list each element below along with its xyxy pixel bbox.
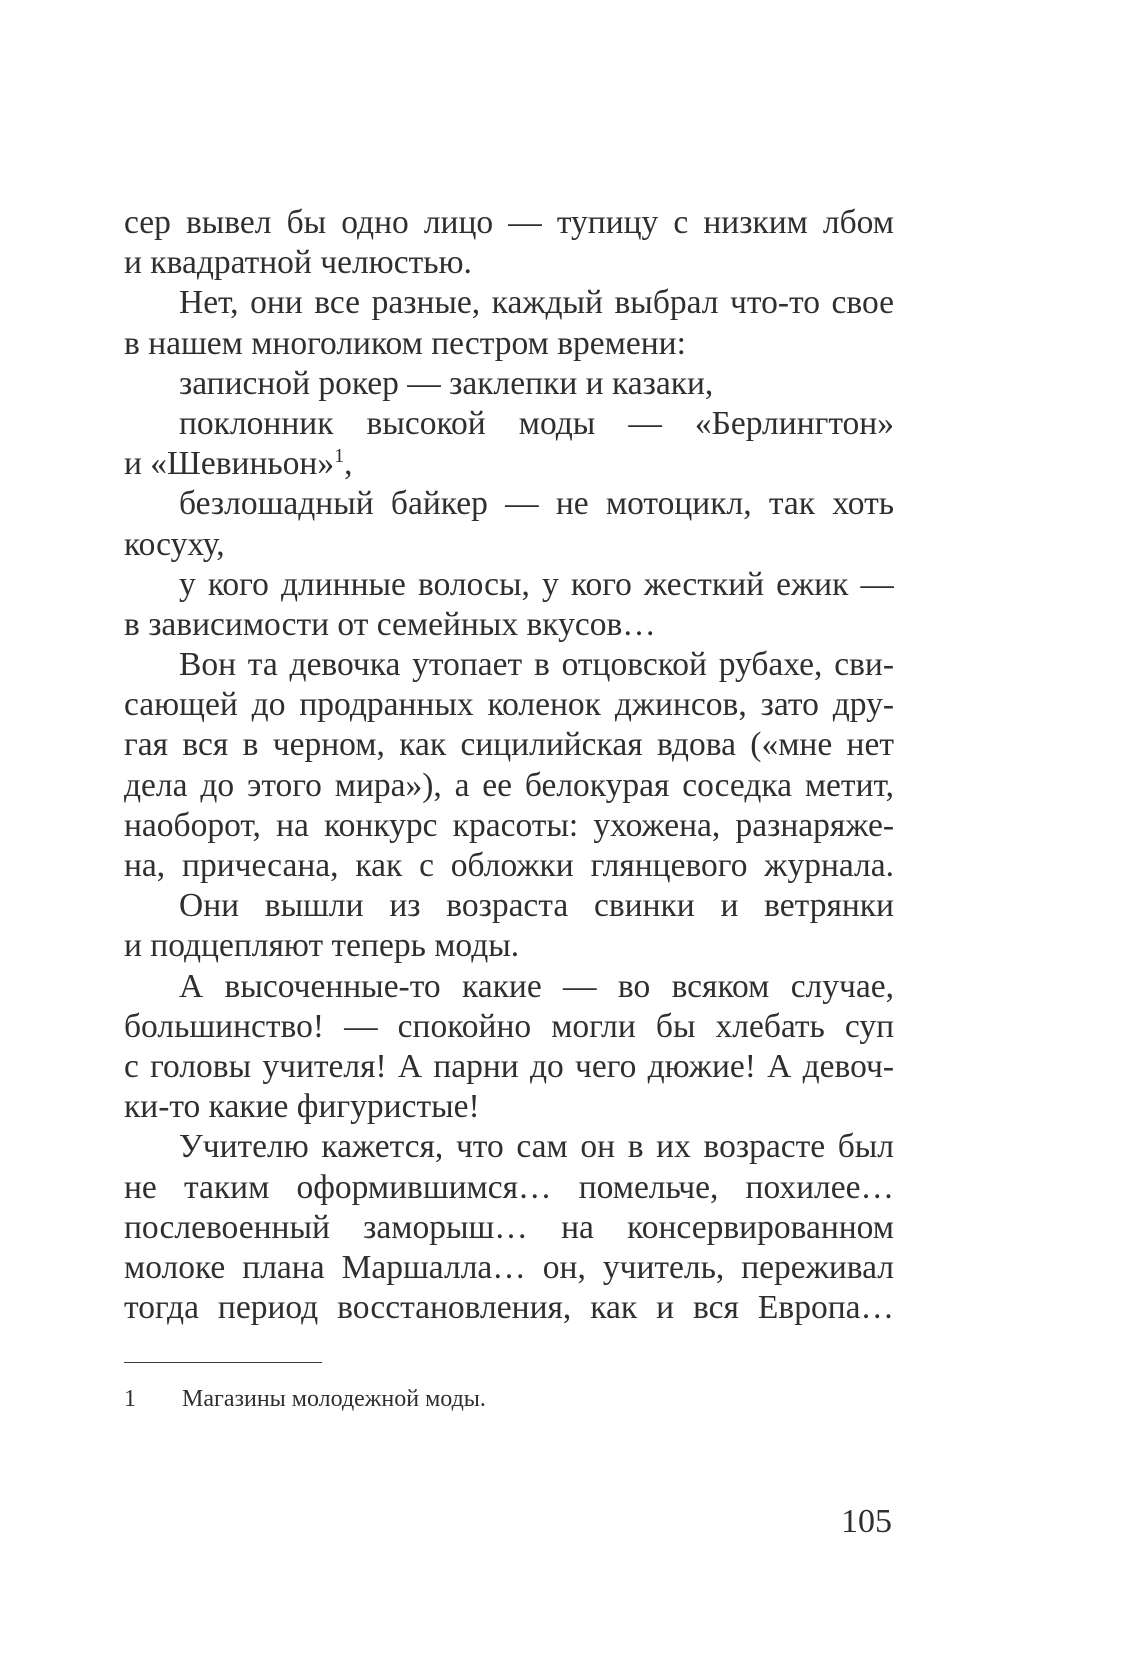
text-line <box>124 1047 894 1087</box>
text-line <box>124 926 894 966</box>
text-line-content: молоке плана Маршалла… он, учитель, переживал <box>124 1248 894 1286</box>
text-line <box>124 1168 894 1208</box>
text-line <box>124 243 894 283</box>
text-line-content: поклонник высокой моды — «Берлингтон» <box>179 404 894 442</box>
text-line <box>124 645 894 685</box>
text-line <box>124 1208 894 1248</box>
text-line-content: Учителю кажется, что сам он в их возрасте был <box>179 1128 894 1166</box>
text-line <box>124 967 894 1007</box>
footnote-separator <box>124 1362 322 1363</box>
text-line-content: Нет, они все разные, каждый выбрал что-то свое <box>179 284 894 322</box>
text-line-content: и подцепляют теперь моды. <box>124 927 520 965</box>
page-number: 105 <box>841 1503 892 1540</box>
text-line-content: наоборот, на конкурс красоты: ухожена, разнаряже- <box>124 806 894 844</box>
text-line <box>124 685 894 725</box>
text-line-content: и «Шевиньон» <box>124 445 335 483</box>
text-line-trailing: , <box>344 445 353 483</box>
text-line <box>124 1007 894 1047</box>
text-line-content: Они вышли из возраста свинки и ветрянки <box>179 887 894 925</box>
text-line-content: на, причесана, как с обложки глянцевого журнала. <box>124 847 894 884</box>
footnote-number: 1 <box>124 1386 136 1412</box>
text-line-content: дела до этого мира»), а ее белокурая соседка метит, <box>124 766 894 804</box>
body-text <box>124 203 894 1328</box>
text-line-content: безлошадный байкер — не мотоцикл, так хоть <box>179 485 894 523</box>
text-line <box>124 846 894 886</box>
text-line <box>124 766 894 806</box>
text-line <box>124 886 894 926</box>
text-line <box>124 806 894 846</box>
text-line <box>124 484 894 524</box>
text-line-content: тогда период восстановления, как и вся Европа… <box>124 1289 894 1327</box>
footnote-reference: 1 <box>334 444 345 467</box>
text-line <box>124 1087 894 1127</box>
text-line-content: ки-то какие фигуристые! <box>124 1088 480 1126</box>
text-line-content: и квадратной челюстью. <box>124 244 472 282</box>
text-line <box>124 324 894 364</box>
text-line <box>124 605 894 645</box>
footnote-text: Магазины молодежной моды. <box>182 1386 486 1412</box>
text-line <box>124 444 894 484</box>
text-line-content: сер вывел бы одно лицо — тупицу с низким лбом <box>124 204 894 241</box>
text-line-content: косуху, <box>124 525 225 563</box>
text-line-content: послевоенный заморыш… на консервированном <box>124 1208 894 1246</box>
text-line-content: не таким оформившимся… помельче, похилее… <box>124 1168 894 1206</box>
text-line <box>124 203 894 243</box>
footnote <box>124 1384 486 1414</box>
text-line <box>124 1248 894 1288</box>
text-line-content: большинство! — спокойно могли бы хлебать суп <box>124 1007 894 1045</box>
text-line <box>124 525 894 565</box>
text-line-content: в зависимости от семейных вкусов… <box>124 605 656 643</box>
text-line <box>124 1288 894 1328</box>
text-line-content: Вон та девочка утопает в отцовской рубахе, сви- <box>179 646 894 684</box>
text-line <box>124 364 894 404</box>
text-line-content: А высоченные-то какие — во всяком случае, <box>179 967 894 1005</box>
text-line-content: сающей до продранных коленок джинсов, зато дру- <box>124 686 894 724</box>
text-line-content: с головы учителя! А парни до чего дюжие! А девоч- <box>124 1047 894 1085</box>
text-line <box>124 565 894 605</box>
text-line-content: в нашем многоликом пестром времени: <box>124 324 686 362</box>
text-line <box>124 725 894 765</box>
text-line-content: у кого длинные волосы, у кого жесткий ежик — <box>179 565 894 603</box>
text-line <box>124 283 894 323</box>
text-line <box>124 1127 894 1167</box>
text-line-content: гая вся в черном, как сицилийская вдова («мне нет <box>124 726 894 764</box>
text-line-content: записной рокер — заклепки и казаки, <box>179 364 714 402</box>
text-line <box>124 404 894 444</box>
